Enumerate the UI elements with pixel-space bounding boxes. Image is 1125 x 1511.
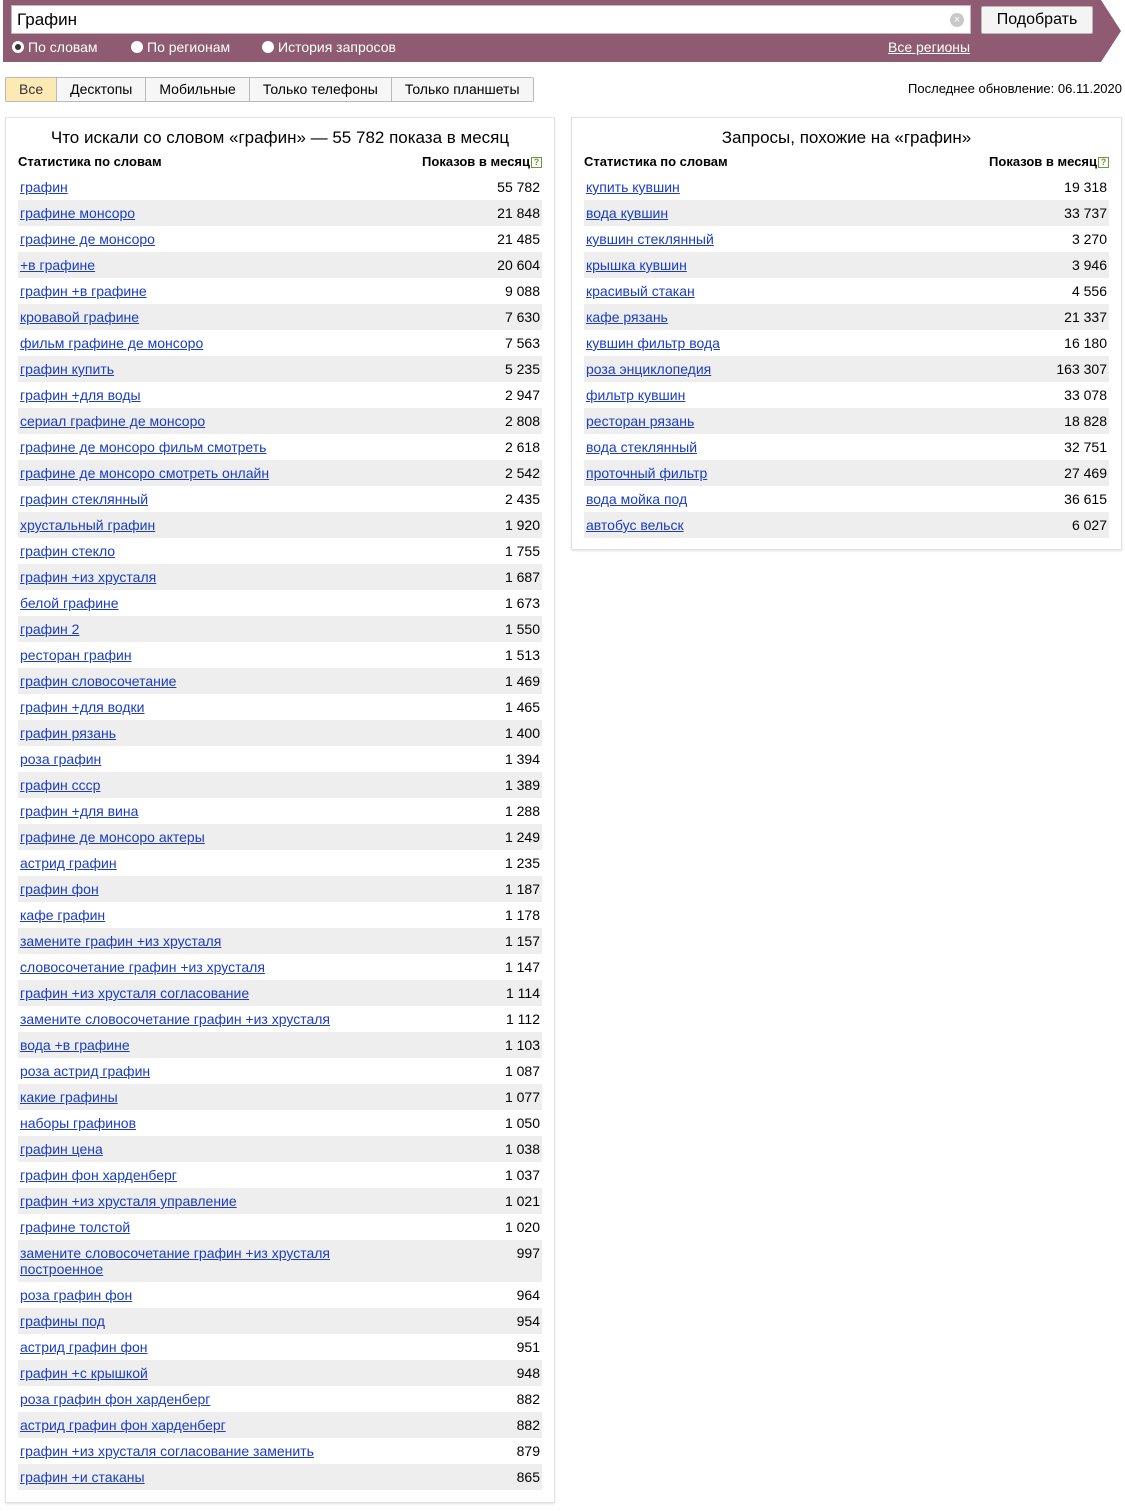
table-row <box>584 200 1109 226</box>
table-row <box>18 1162 542 1188</box>
query-link[interactable]: какие графины <box>20 1089 118 1105</box>
table-row <box>18 408 542 434</box>
impressions-count: 18 828 <box>1064 413 1107 429</box>
query-link[interactable]: роза графин фон <box>20 1287 133 1303</box>
submit-button[interactable]: Подобрать <box>981 6 1093 34</box>
column-header-count-label: Показов в месяц <box>989 154 1097 169</box>
impressions-count: 1 400 <box>504 725 540 741</box>
table-row <box>18 772 542 798</box>
impressions-count: 964 <box>516 1287 540 1303</box>
query-link[interactable]: роза астрид графин <box>20 1063 151 1079</box>
impressions-count: 3 946 <box>1071 257 1107 273</box>
impressions-count: 21 337 <box>1064 309 1107 325</box>
query-link[interactable]: замените словосочетание графин +из хрусталя <box>20 1011 331 1027</box>
impressions-count: 1 389 <box>504 777 540 793</box>
radio-unchecked-icon[interactable] <box>262 41 274 53</box>
impressions-count: 1 038 <box>504 1141 540 1157</box>
query-link[interactable]: белой графине <box>20 595 119 611</box>
query-link[interactable]: графине де монсоро смотреть онлайн <box>20 465 270 481</box>
table-row <box>18 538 542 564</box>
query-link[interactable]: крышка кувшин <box>586 257 687 273</box>
impressions-count: 4 556 <box>1071 283 1107 299</box>
query-link[interactable]: вода кувшин <box>586 205 669 221</box>
mode-radio-regions-label: По регионам <box>147 39 231 55</box>
query-link[interactable]: астрид графин <box>20 855 117 871</box>
table-row <box>18 278 542 304</box>
query-link[interactable]: роза графин фон харденберг <box>20 1391 211 1407</box>
impressions-count: 9 088 <box>504 283 540 299</box>
query-link[interactable]: купить кувшин <box>586 179 680 195</box>
query-link[interactable]: фильм графине де монсоро <box>20 335 204 351</box>
query-link[interactable]: +в графине <box>20 257 96 273</box>
panel-title: Что искали со словом «графин» — 55 782 показа в месяц <box>50 128 510 147</box>
impressions-count: 3 270 <box>1071 231 1107 247</box>
query-link[interactable]: графин +и стаканы <box>20 1469 145 1485</box>
query-link[interactable]: замените словосочетание графин +из хрусталя построенное <box>20 1245 331 1277</box>
table-row <box>584 382 1109 408</box>
table-row <box>18 304 542 330</box>
table-row <box>18 1464 542 1490</box>
impressions-count: 1 187 <box>504 881 540 897</box>
query-link[interactable]: ресторан рязань <box>586 413 695 429</box>
query-link[interactable]: графине монсоро <box>20 205 136 221</box>
tab-mobile[interactable]: Мобильные <box>146 78 250 101</box>
table-row <box>584 330 1109 356</box>
last-update-text: Последнее обновление: 06.11.2020 <box>908 81 1122 96</box>
panel-title: Запросы, похожие на «графин» <box>721 128 972 147</box>
query-link[interactable]: вода стеклянный <box>586 439 698 455</box>
impressions-count: 954 <box>516 1313 540 1329</box>
table-row <box>18 928 542 954</box>
table-row <box>18 1334 542 1360</box>
column-header-words: Статистика по словам <box>18 154 162 169</box>
query-link[interactable]: роза энциклопедия <box>586 361 712 377</box>
query-link[interactable]: кувшин стеклянный <box>586 231 714 247</box>
table-row <box>18 434 542 460</box>
impressions-count: 27 469 <box>1064 465 1107 481</box>
table-row <box>18 876 542 902</box>
impressions-count: 951 <box>516 1339 540 1355</box>
impressions-count: 1 550 <box>504 621 540 637</box>
query-link[interactable]: графине де монсоро фильм смотреть <box>20 439 267 455</box>
tab-all[interactable]: Все <box>6 78 57 101</box>
query-link[interactable]: графин стекло <box>20 543 116 559</box>
table-row <box>584 408 1109 434</box>
query-link[interactable]: графин фон <box>20 881 99 897</box>
mode-radio-words-label: По словам <box>28 39 98 55</box>
impressions-count: 1 513 <box>504 647 540 663</box>
table-row <box>18 1006 542 1032</box>
query-link[interactable]: графин словосочетание <box>20 673 177 689</box>
table-row <box>18 642 542 668</box>
impressions-count: 2 947 <box>504 387 540 403</box>
table-row <box>584 304 1109 330</box>
search-input[interactable] <box>11 5 971 34</box>
impressions-count: 5 235 <box>504 361 540 377</box>
impressions-count: 1 920 <box>504 517 540 533</box>
impressions-count: 1 249 <box>504 829 540 845</box>
impressions-count: 7 630 <box>504 309 540 325</box>
column-header-count <box>989 154 1109 174</box>
table-row <box>18 1308 542 1334</box>
table-row <box>18 1084 542 1110</box>
tab-phones-only[interactable]: Только телефоны <box>250 78 392 101</box>
query-link[interactable]: графине де монсоро актеры <box>20 829 205 845</box>
table-row <box>18 824 542 850</box>
query-link[interactable]: замените графин +из хрусталя <box>20 933 222 949</box>
query-link[interactable]: кафе графин <box>20 907 106 923</box>
impressions-count: 2 618 <box>504 439 540 455</box>
impressions-count: 1 465 <box>504 699 540 715</box>
radio-unchecked-icon[interactable] <box>131 41 143 53</box>
mode-radio-history[interactable] <box>262 39 396 55</box>
impressions-count: 1 114 <box>506 985 540 1001</box>
table-row <box>18 1110 542 1136</box>
table-row <box>18 564 542 590</box>
table-row <box>584 174 1109 200</box>
table-row <box>18 616 542 642</box>
query-link[interactable]: графин +с крышкой <box>20 1365 148 1381</box>
table-row <box>18 1188 542 1214</box>
impressions-count: 2 542 <box>504 465 540 481</box>
table-row <box>18 226 542 252</box>
search-header <box>3 0 1101 62</box>
similar-queries-panel <box>571 117 1122 550</box>
query-link[interactable]: графин ссср <box>20 777 101 793</box>
query-link[interactable]: графин +из хрусталя управление <box>20 1193 237 1209</box>
table-row <box>18 668 542 694</box>
table-row <box>18 980 542 1006</box>
impressions-count: 163 307 <box>1056 361 1107 377</box>
table-row <box>18 1412 542 1438</box>
impressions-count: 879 <box>516 1443 540 1459</box>
table-row <box>18 1136 542 1162</box>
table-row <box>18 252 542 278</box>
impressions-count: 21 485 <box>497 231 540 247</box>
all-regions-link[interactable]: Все регионы <box>888 39 971 55</box>
table-row <box>18 460 542 486</box>
table-row <box>18 850 542 876</box>
table-row <box>18 746 542 772</box>
impressions-count: 948 <box>516 1365 540 1381</box>
query-link[interactable]: графин 2 <box>20 621 80 637</box>
impressions-count: 21 848 <box>497 205 540 221</box>
query-link[interactable]: проточный фильтр <box>586 465 708 481</box>
impressions-count: 1 087 <box>504 1063 540 1079</box>
query-link[interactable]: графин +для водки <box>20 699 145 715</box>
impressions-count: 20 604 <box>497 257 540 273</box>
mode-radio-history-label: История запросов <box>278 39 396 55</box>
impressions-count: 1 147 <box>504 959 540 975</box>
column-header-words: Статистика по словам <box>584 154 728 169</box>
search-input-value[interactable]: Графин <box>17 10 78 29</box>
query-link[interactable]: графин стеклянный <box>20 491 149 507</box>
impressions-count: 1 050 <box>504 1115 540 1131</box>
query-link[interactable]: роза графин <box>20 751 102 767</box>
query-link[interactable]: наборы графинов <box>20 1115 137 1131</box>
impressions-count: 1 469 <box>504 673 540 689</box>
mode-radio-regions[interactable] <box>131 39 230 55</box>
word-stats-table <box>18 174 542 1490</box>
impressions-count: 55 782 <box>497 179 540 195</box>
table-row <box>18 902 542 928</box>
table-row <box>18 1360 542 1386</box>
impressions-count: 1 103 <box>504 1037 540 1053</box>
impressions-count: 882 <box>516 1391 540 1407</box>
table-row <box>18 1282 542 1308</box>
query-link[interactable]: астрид графин фон харденберг <box>20 1417 226 1433</box>
table-row <box>18 356 542 382</box>
column-header-count-label: Показов в месяц <box>422 154 530 169</box>
impressions-count: 2 808 <box>504 413 540 429</box>
query-link[interactable]: графины под <box>20 1313 105 1329</box>
query-link[interactable]: астрид графин фон <box>20 1339 148 1355</box>
table-row <box>18 330 542 356</box>
impressions-count: 6 027 <box>1071 517 1107 533</box>
query-link[interactable]: графин +в графине <box>20 283 147 299</box>
query-link[interactable]: графин купить <box>20 361 115 377</box>
impressions-count: 1 687 <box>504 569 540 585</box>
table-row <box>18 382 542 408</box>
query-link[interactable]: вода +в графине <box>20 1037 130 1053</box>
word-stats-panel <box>5 117 555 1503</box>
query-link[interactable]: автобус вельск <box>586 517 684 533</box>
impressions-count: 865 <box>516 1469 540 1485</box>
query-link[interactable]: словосочетание графин +из хрусталя <box>20 959 265 975</box>
impressions-count: 32 751 <box>1064 439 1107 455</box>
table-row <box>584 512 1109 538</box>
query-link[interactable]: графине де монсоро <box>20 231 155 247</box>
table-row <box>584 356 1109 382</box>
table-header <box>584 154 1109 174</box>
table-row <box>18 1386 542 1412</box>
clear-icon[interactable]: × <box>950 13 964 27</box>
table-row <box>584 226 1109 252</box>
query-link[interactable]: фильтр кувшин <box>586 387 686 403</box>
table-row <box>18 512 542 538</box>
query-link[interactable]: графин +из хрусталя согласование <box>20 985 250 1001</box>
table-row <box>18 1032 542 1058</box>
query-link[interactable]: ресторан графин <box>20 647 132 663</box>
query-link[interactable]: графин <box>20 179 68 195</box>
impressions-count: 1 037 <box>504 1167 540 1183</box>
impressions-count: 882 <box>516 1417 540 1433</box>
impressions-count: 1 178 <box>504 907 540 923</box>
impressions-count: 7 563 <box>504 335 540 351</box>
table-row <box>18 486 542 512</box>
tab-desktops[interactable]: Десктопы <box>57 78 146 101</box>
impressions-count: 1 235 <box>504 855 540 871</box>
help-icon[interactable]: ? <box>531 157 542 168</box>
device-tabs <box>5 77 534 102</box>
impressions-count: 997 <box>516 1245 540 1261</box>
table-row <box>18 590 542 616</box>
table-row <box>584 434 1109 460</box>
query-link[interactable]: графине толстой <box>20 1219 131 1235</box>
column-header-count <box>422 154 542 174</box>
mode-radio-words[interactable] <box>12 39 98 55</box>
table-row <box>584 278 1109 304</box>
table-row <box>18 954 542 980</box>
impressions-count: 1 077 <box>504 1089 540 1105</box>
table-row <box>18 1240 542 1282</box>
impressions-count: 36 615 <box>1064 491 1107 507</box>
table-row <box>18 1058 542 1084</box>
impressions-count: 1 288 <box>504 803 540 819</box>
header-arrow <box>1101 0 1121 62</box>
query-link[interactable]: графин +из хрусталя согласование заменить <box>20 1443 314 1459</box>
table-row <box>584 252 1109 278</box>
query-link[interactable]: кафе рязань <box>586 309 668 325</box>
impressions-count: 1 020 <box>504 1219 540 1235</box>
impressions-count: 16 180 <box>1064 335 1107 351</box>
query-link[interactable]: графин +для воды <box>20 387 141 403</box>
similar-queries-table <box>584 174 1109 538</box>
query-link[interactable]: графин рязань <box>20 725 117 741</box>
tab-tablets-only[interactable]: Только планшеты <box>392 78 533 101</box>
table-row <box>18 174 542 200</box>
table-row <box>584 460 1109 486</box>
table-row <box>18 720 542 746</box>
radio-checked-icon[interactable] <box>12 41 24 53</box>
query-link[interactable]: хрустальный графин <box>20 517 156 533</box>
impressions-count: 19 318 <box>1064 179 1107 195</box>
impressions-count: 1 755 <box>504 543 540 559</box>
query-link[interactable]: графин +для вина <box>20 803 139 819</box>
impressions-count: 1 021 <box>504 1193 540 1209</box>
help-icon[interactable]: ? <box>1098 157 1109 168</box>
impressions-count: 33 078 <box>1064 387 1107 403</box>
impressions-count: 2 435 <box>504 491 540 507</box>
impressions-count: 1 673 <box>504 595 540 611</box>
query-link[interactable]: графин фон харденберг <box>20 1167 177 1183</box>
table-header <box>18 154 542 174</box>
query-link[interactable]: красивый стакан <box>586 283 695 299</box>
table-row <box>18 1214 542 1240</box>
query-link[interactable]: сериал графине де монсоро <box>20 413 206 429</box>
query-link[interactable]: графин цена <box>20 1141 103 1157</box>
query-link[interactable]: графин +из хрусталя <box>20 569 157 585</box>
table-row <box>18 798 542 824</box>
table-row <box>18 200 542 226</box>
query-link[interactable]: кровавой графине <box>20 309 140 325</box>
table-row <box>18 694 542 720</box>
table-row <box>584 486 1109 512</box>
impressions-count: 33 737 <box>1064 205 1107 221</box>
table-row <box>18 1438 542 1464</box>
query-link[interactable]: кувшин фильтр вода <box>586 335 720 351</box>
impressions-count: 1 157 <box>504 933 540 949</box>
impressions-count: 1 394 <box>504 751 540 767</box>
query-link[interactable]: вода мойка под <box>586 491 688 507</box>
impressions-count: 1 112 <box>506 1011 540 1027</box>
